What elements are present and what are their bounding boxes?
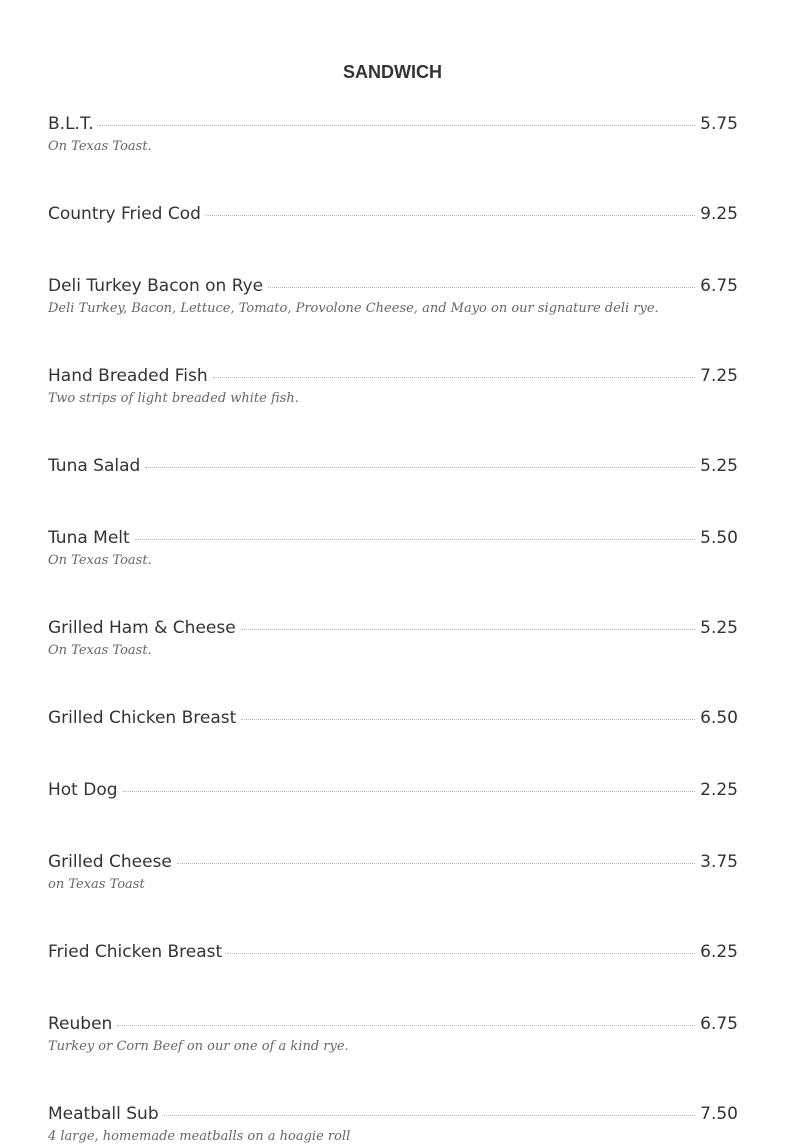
menu-item (48, 778, 738, 802)
menu-item-price: 2.25 (700, 780, 738, 800)
menu-item-price: 5.50 (700, 528, 738, 548)
dotted-leader (213, 377, 695, 378)
menu-item (48, 454, 738, 478)
dotted-leader (123, 791, 696, 792)
menu-item-description: Two strips of light breaded white fish. (48, 391, 299, 406)
dotted-leader (177, 863, 695, 864)
dotted-leader (227, 953, 695, 954)
menu-item-price: 5.25 (700, 456, 738, 476)
menu-item-description: On Texas Toast. (48, 643, 152, 658)
dotted-leader (206, 215, 695, 216)
menu-item-name: Hand Breaded Fish (48, 366, 208, 386)
menu-item (48, 364, 738, 408)
menu-item-price: 3.75 (700, 852, 738, 872)
menu-item-description: 4 large, homemade meatballs on a hoagie roll (48, 1129, 351, 1144)
menu-item-name: Tuna Melt (48, 528, 130, 548)
menu-item-name: Grilled Chicken Breast (48, 708, 237, 728)
menu-item-price: 6.75 (700, 1014, 738, 1034)
dotted-leader (241, 629, 695, 630)
dotted-leader (117, 1025, 695, 1026)
dotted-leader (164, 1115, 696, 1116)
menu-item-name: Hot Dog (48, 780, 118, 800)
dotted-leader (99, 125, 695, 126)
menu-item (48, 940, 738, 964)
menu-item (48, 1012, 738, 1056)
menu-item-description: Turkey or Corn Beef on our one of a kind rye. (48, 1039, 349, 1054)
menu-item-description: on Texas Toast (48, 877, 145, 892)
menu-section-title: SANDWICH (343, 62, 442, 82)
menu-item (48, 616, 738, 660)
menu-item-name: Meatball Sub (48, 1104, 159, 1124)
menu-item-description: Deli Turkey, Bacon, Lettuce, Tomato, Provolone Cheese, and Mayo on our signature deli rye. (48, 301, 659, 316)
menu-item (48, 202, 738, 226)
dotted-leader (268, 287, 695, 288)
menu-item-name: Deli Turkey Bacon on Rye (48, 276, 264, 296)
menu-item-name: Grilled Ham & Cheese (48, 618, 236, 638)
menu-item-price: 7.25 (700, 366, 738, 386)
dotted-leader (241, 719, 695, 720)
menu-item-name: B.L.T. (48, 114, 94, 134)
menu-item-price: 7.50 (700, 1104, 738, 1124)
dotted-leader (145, 467, 695, 468)
menu-item-description: On Texas Toast. (48, 139, 152, 154)
menu-item-price: 6.75 (700, 276, 738, 296)
menu-item-price: 5.25 (700, 618, 738, 638)
menu-item (48, 112, 738, 156)
menu-item-price: 5.75 (700, 114, 738, 134)
menu-item (48, 850, 738, 894)
menu-item-name: Reuben (48, 1014, 113, 1034)
menu-item (48, 1102, 738, 1146)
menu-item-price: 6.50 (700, 708, 738, 728)
menu-item (48, 274, 738, 318)
menu-item-name: Fried Chicken Breast (48, 942, 223, 962)
menu-item-price: 9.25 (700, 204, 738, 224)
menu-item-name: Grilled Cheese (48, 852, 172, 872)
menu-item-name: Tuna Salad (48, 456, 141, 476)
dotted-leader (135, 539, 695, 540)
menu-item-price: 6.25 (700, 942, 738, 962)
menu-item (48, 706, 738, 730)
menu-item (48, 526, 738, 570)
menu-item-name: Country Fried Cod (48, 204, 201, 224)
menu-item-description: On Texas Toast. (48, 553, 152, 568)
